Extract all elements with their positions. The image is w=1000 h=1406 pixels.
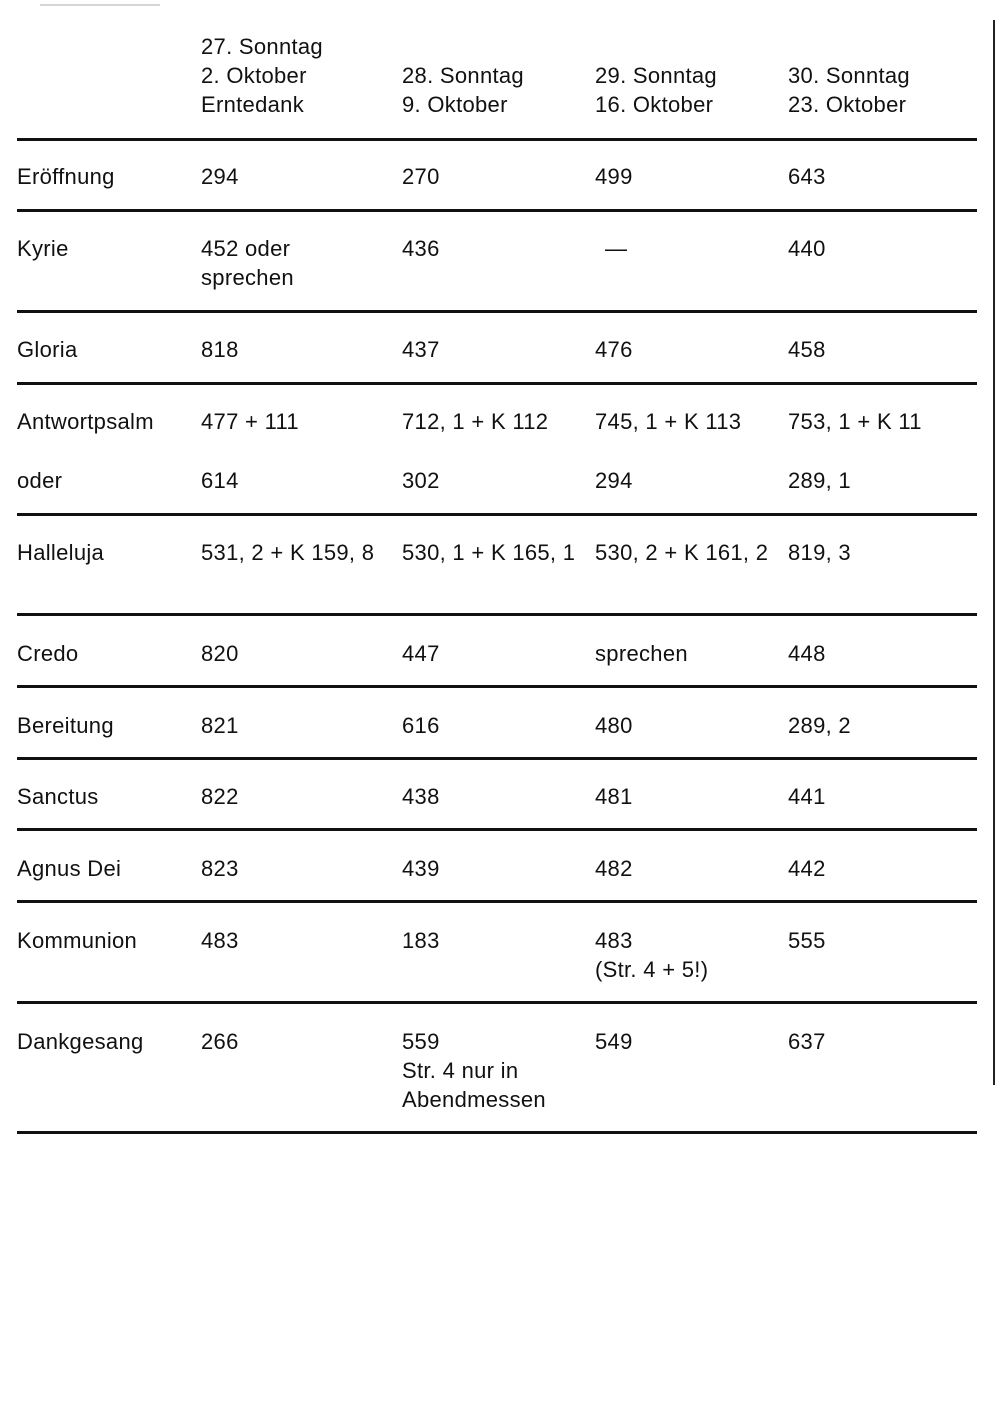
table-cell: 745, 1 + K 113 <box>595 409 742 434</box>
table-cell: 447 <box>402 641 440 666</box>
table-cell: 819, 3 <box>788 540 851 565</box>
divider-rule <box>17 310 977 313</box>
table-cell: sprechen <box>595 641 688 666</box>
row-label-halleluja: Halleluja <box>17 540 105 565</box>
header-line: Erntedank <box>201 92 304 117</box>
header-line: 27. Sonntag <box>201 34 323 59</box>
table-cell: 643 <box>788 164 826 189</box>
cell-line: 483 <box>595 928 633 953</box>
header-line: 23. Oktober <box>788 92 907 117</box>
row-label-agnus-dei: Agnus Dei <box>17 856 122 881</box>
divider-rule <box>17 1131 977 1134</box>
divider-rule <box>17 209 977 212</box>
table-cell: 270 <box>402 164 440 189</box>
header-line: 29. Sonntag <box>595 63 717 88</box>
divider-rule <box>17 900 977 903</box>
header-sunday-27 <box>201 32 323 119</box>
table-cell: 549 <box>595 1029 633 1054</box>
cell-line: Abendmessen <box>402 1087 546 1112</box>
row-label-dankgesang: Dankgesang <box>17 1029 144 1054</box>
table-cell <box>595 926 708 984</box>
table-cell: 821 <box>201 713 239 738</box>
table-cell: 289, 2 <box>788 713 851 738</box>
divider-rule <box>17 828 977 831</box>
table-cell: 448 <box>788 641 826 666</box>
table-cell: 614 <box>201 468 239 493</box>
table-cell <box>402 1027 546 1114</box>
divider-rule <box>17 382 977 385</box>
row-label-kyrie: Kyrie <box>17 236 69 261</box>
table-cell: 482 <box>595 856 633 881</box>
header-line: 9. Oktober <box>402 92 508 117</box>
divider-rule <box>17 613 977 616</box>
divider-rule <box>17 757 977 760</box>
table-cell: 480 <box>595 713 633 738</box>
scan-artifact <box>40 4 160 6</box>
table-cell: 266 <box>201 1029 239 1054</box>
table-cell: 481 <box>595 784 633 809</box>
row-label-sanctus: Sanctus <box>17 784 99 809</box>
page-edge-line <box>993 20 995 1085</box>
table-cell: 530, 1 + K 165, 1 <box>402 540 576 565</box>
table-cell: 476 <box>595 337 633 362</box>
cell-line: Str. 4 nur in <box>402 1058 519 1083</box>
table-cell: 302 <box>402 468 440 493</box>
table-cell: 822 <box>201 784 239 809</box>
header-line: 2. Oktober <box>201 63 307 88</box>
cell-line: sprechen <box>201 265 294 290</box>
table-cell: 531, 2 + K 159, 8 <box>201 540 375 565</box>
table-cell: 439 <box>402 856 440 881</box>
table-cell: 294 <box>201 164 239 189</box>
table-cell: 458 <box>788 337 826 362</box>
table-cell: 555 <box>788 928 826 953</box>
cell-line: 559 <box>402 1029 440 1054</box>
table-cell: 437 <box>402 337 440 362</box>
table-cell: 820 <box>201 641 239 666</box>
divider-rule <box>17 1001 977 1004</box>
table-cell: 477 + 111 <box>201 409 299 434</box>
header-sunday-28 <box>402 61 524 119</box>
table-cell: 183 <box>402 928 440 953</box>
table-cell: 289, 1 <box>788 468 851 493</box>
header-line: 30. Sonntag <box>788 63 910 88</box>
header-line: 28. Sonntag <box>402 63 524 88</box>
header-line: 16. Oktober <box>595 92 714 117</box>
row-label-eroeffnung: Eröffnung <box>17 164 115 189</box>
table-cell: 483 <box>201 928 239 953</box>
table-cell: 440 <box>788 236 826 261</box>
cell-line: (Str. 4 + 5!) <box>595 957 709 982</box>
table-cell: 712, 1 + K 112 <box>402 409 549 434</box>
table-cell: 436 <box>402 236 440 261</box>
row-label-kommunion: Kommunion <box>17 928 138 953</box>
table-cell: 530, 2 + K 161, 2 <box>595 540 769 565</box>
table-cell: 823 <box>201 856 239 881</box>
table-cell: 753, 1 + K 11 <box>788 409 922 434</box>
table-cell: 294 <box>595 468 633 493</box>
divider-rule <box>17 138 977 141</box>
row-label-antwortpsalm: Antwortpsalm <box>17 409 154 434</box>
table-cell: 637 <box>788 1029 826 1054</box>
divider-rule <box>17 685 977 688</box>
row-label-oder: oder <box>17 468 63 493</box>
table-cell: 499 <box>595 164 633 189</box>
row-label-gloria: Gloria <box>17 337 78 362</box>
divider-rule <box>17 513 977 516</box>
row-label-bereitung: Bereitung <box>17 713 114 738</box>
table-cell: — <box>605 236 628 261</box>
table-cell: 442 <box>788 856 826 881</box>
cell-line: 452 oder <box>201 236 291 261</box>
table-cell: 441 <box>788 784 826 809</box>
header-sunday-30 <box>788 61 910 119</box>
table-cell <box>201 234 294 292</box>
table-cell: 616 <box>402 713 440 738</box>
header-sunday-29 <box>595 61 717 119</box>
table-cell: 818 <box>201 337 239 362</box>
table-cell: 438 <box>402 784 440 809</box>
row-label-credo: Credo <box>17 641 79 666</box>
